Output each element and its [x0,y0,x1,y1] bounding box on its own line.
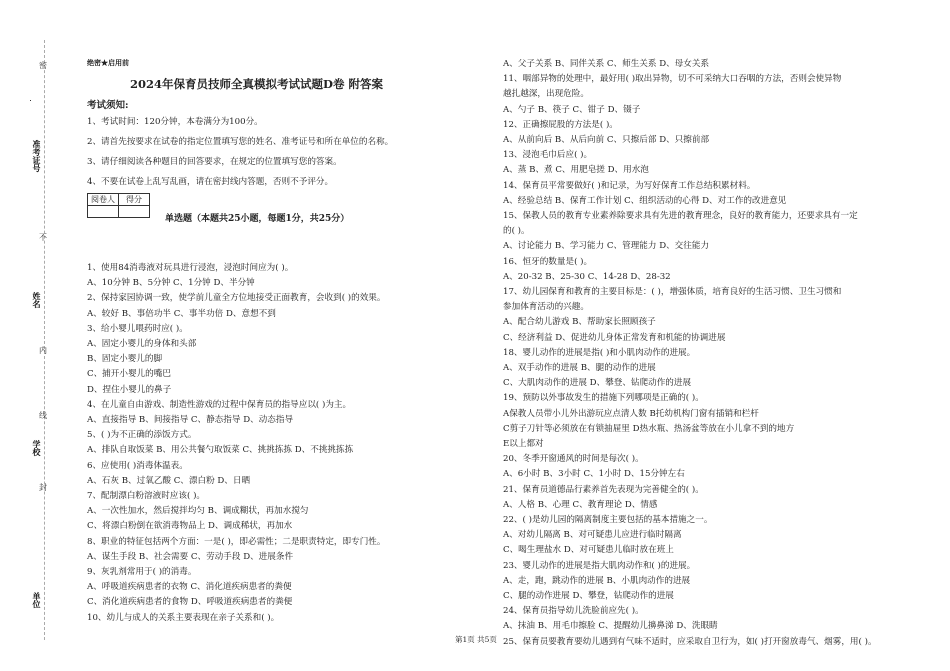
question-line: 7、配制漂白粉溶液时应该( )。 [87,491,206,501]
question-line: A、勺子 B、筷子 C、钳子 D、镊子 [503,104,641,115]
question-line: 12、正确擦屁股的方法是( )。 [503,119,618,130]
score-table-grader: 阅卷人 [88,194,119,206]
question-line: A、较好 B、事倍功半 C、事半功倍 D、意想不到 [87,308,276,319]
question-line: 9、灰乳剂常用于( )的消毒。 [87,567,197,577]
question-line: 的( )。 [503,226,530,237]
question-line: C剪子刀针等必须放在有锁抽屉里 D热水瓶、热汤盆等放在小儿拿不到的地方 [503,423,795,434]
notice-heading: 考试须知: [87,100,129,111]
question-line: 10、幼儿与成人的关系主要表现在亲子关系和( )。 [87,612,280,623]
question-line: 19、预防以外事故发生的措施下列哪项是正确的( )。 [503,393,704,404]
score-table-cell[interactable] [88,206,119,218]
question-line: A、配合幼儿游戏 B、帮助家长照顾孩子 [503,317,656,328]
question-line: A保教人员带小儿外出游玩应点清人数 B托幼机构门窗有插销和栏杆 [503,408,759,419]
secret-mark: 绝密★启用前 [87,58,129,67]
question-line: 23、婴儿动作的进展是指大肌肉动作和( )的进展。 [503,560,696,571]
seal-mark: 密 [39,61,47,70]
question-line: A、经验总结 B、保育工作计划 C、组织活动的心得 D、对工作的改进意见 [503,195,787,206]
notice-item: 2、请首先按要求在试卷的指定位置填写您的姓名、准考证号和所在单位的名称。 [87,137,394,147]
question-line: A、石灰 B、过氧乙酸 C、漂白粉 D、日晒 [87,475,251,486]
question-line: A、抹油 B、用毛巾擦脸 C、提醒幼儿擤鼻涕 D、洗眼睛 [503,621,718,632]
question-line: 6、应使用( )消毒体温表。 [87,460,188,471]
name-label: 姓名 [32,292,42,308]
binding-line [44,40,45,640]
question-line: 越扎越深，出现危险。 [503,89,589,100]
question-line: 8、职业的特征包括两个方面：一是( )，即必需性；二是职责特定，即专门性。 [87,536,386,547]
question-line: A、走，跑，跳动作的进展 B、小肌肉动作的进展 [503,575,691,586]
question-line: 13、浸泡毛巾后应( )。 [503,150,593,161]
school-label: 学校 [32,440,42,456]
question-line: A、蒸 B、煮 C、用肥皂搓 D、用水泡 [503,165,649,176]
question-line: 22、( )是幼儿园的隔离制度主要包括的基本措施之一。 [503,515,713,525]
score-table-cell[interactable] [119,206,150,218]
seal-mark: 封 [39,483,47,492]
unit-label: 单位 [32,592,42,608]
question-line: 18、婴儿动作的进展是指( )和小肌肉动作的进展。 [503,347,696,358]
notice-item: 4、不要在试卷上乱写乱画，请在密封线内答题，否则不予评分。 [87,177,334,187]
notice-item: 1、考试时间：120分钟，本卷满分为100分。 [87,117,263,127]
question-line: A、人格 B、心理 C、教育理论 D、情感 [503,499,658,510]
question-line: C、消化道疾病患者的食物 D、呼吸道疾病患者的粪便 [87,597,293,608]
question-line: 4、在儿童自由游戏、制造性游戏的过程中保育员的指导应以( )为主。 [87,399,352,410]
question-line: A、双手动作的进展 B、腿的动作的进展 [503,363,656,373]
score-table-score: 得分 [119,194,150,206]
question-line: A、排队自取饭菜 B、用公共餐勺取饭菜 C、挑挑拣拣 D、不挑挑拣拣 [87,445,354,456]
question-line: C、经济利益 D、促进幼儿身体正常发育和机能的协调进展 [503,332,726,343]
question-line: C、喝生理盐水 D、对可疑患儿临时放在班上 [503,545,674,556]
question-line: 3、给小婴儿喂药时应( )。 [87,323,188,334]
question-line: C、捕开小婴儿的嘴巴 [87,369,171,380]
question-line: C、将漂白粉倒在欲消毒物品上 D、调成稀状，再加水 [87,521,293,532]
question-line: B、固定小婴儿的脚 [87,354,163,365]
question-line: A、20-32 B、25-30 C、14-28 D、28-32 [503,271,671,282]
question-line: 21、保育员道德品行素养首先表现为完善健全的( )。 [503,484,704,495]
question-line: A、谋生手段 B、社会需要 C、劳动手段 D、进展条件 [87,551,294,562]
question-line: A、从前向后 B、从后向前 C、只擦后部 D、只擦前部 [503,135,710,145]
question-line: 15、保教人员的教育专业素养除要求具有先进的教育理念，良好的教育能力，还要求具有一定 [503,211,858,221]
question-line: E以上都对 [503,439,544,449]
seal-mark: 线 [39,411,47,420]
question-line: 2、保持家园协调一致，使学前儿童全方位地接受正面教育，会收到( )的效果。 [87,293,386,304]
question-line: A、一次性加水，然后搅拌均匀 B、调成糊状，再加水搅匀 [87,506,309,517]
exam-number-label: 准考证号 [32,140,42,172]
question-line: A、10分钟 B、5分钟 C、1分钟 D、半分钟 [87,278,255,289]
exam-number-line [30,100,31,101]
question-line: C、大肌肉动作的进展 D、攀登、钻爬动作的进展 [503,378,692,389]
question-line: A、6小时 B、3小时 C、1小时 D、15分钟左右 [503,469,685,480]
question-line: A、固定小婴儿的身体和头部 [87,339,197,349]
question-line: A、父子关系 B、同伴关系 C、师生关系 D、母女关系 [503,59,710,69]
section-heading: 单选题（本题共25小题，每题1分，共25分） [165,214,350,224]
page-footer: 第1页 共5页 [455,635,497,644]
question-line: A、讨论能力 B、学习能力 C、管理能力 D、交往能力 [503,241,710,252]
question-line: 17、幼儿园保育和教育的主要目标是：( )，增强体质，培育良好的生活习惯、卫生习惯和 [503,287,842,297]
question-line: A、直接指导 B、间接指导 C、静态指导 D、动态指导 [87,415,294,425]
question-line: D、捏住小婴儿的鼻子 [87,384,172,395]
seal-mark: 内 [39,346,47,355]
seal-mark: 不 [39,233,47,242]
question-line: 14、保育员平常要做好( )和记录，为写好保育工作总结积累材料。 [503,180,756,191]
question-line: 16、恒牙的数量是( )。 [503,256,593,267]
question-line: 参加体育活动的兴趣。 [503,302,589,313]
question-line: 24、保育员指导幼儿洗脸前应先( )。 [503,606,644,617]
question-line: C、腿的动作进展 D、攀登，钻爬动作的进展 [503,591,674,601]
question-line: 20、冬季开窗通风的时间是每次( )。 [503,454,644,465]
page-title: 2024年保育员技师全真模拟考试试题D卷 附答案 [130,77,383,91]
question-line: 5、( )为不正确的添饭方式。 [87,430,197,441]
notice-item: 3、请仔细阅读各种题目的回答要求，在规定的位置填写您的答案。 [87,157,342,167]
score-table [87,193,150,218]
question-line: A、呼吸道疾病患者的衣物 C、消化道疾病患者的粪便 [87,582,292,593]
question-line: A、对幼儿隔离 B、对可疑患儿应进行临时隔离 [503,530,682,541]
question-line: 11、咽部异物的处理中，最好用( )取出异物，切不可采纳大口吞咽的方法，否则会使异物 [503,74,842,85]
question-line: 1、使用84消毒液对玩具进行浸泡，浸泡时间应为( )。 [87,263,294,273]
question-line: 25、保育员要教育要幼儿遇到有气味不适时，应采取自卫行为，如( )打开窗放毒气、烟雾，用( )。 [503,636,877,647]
